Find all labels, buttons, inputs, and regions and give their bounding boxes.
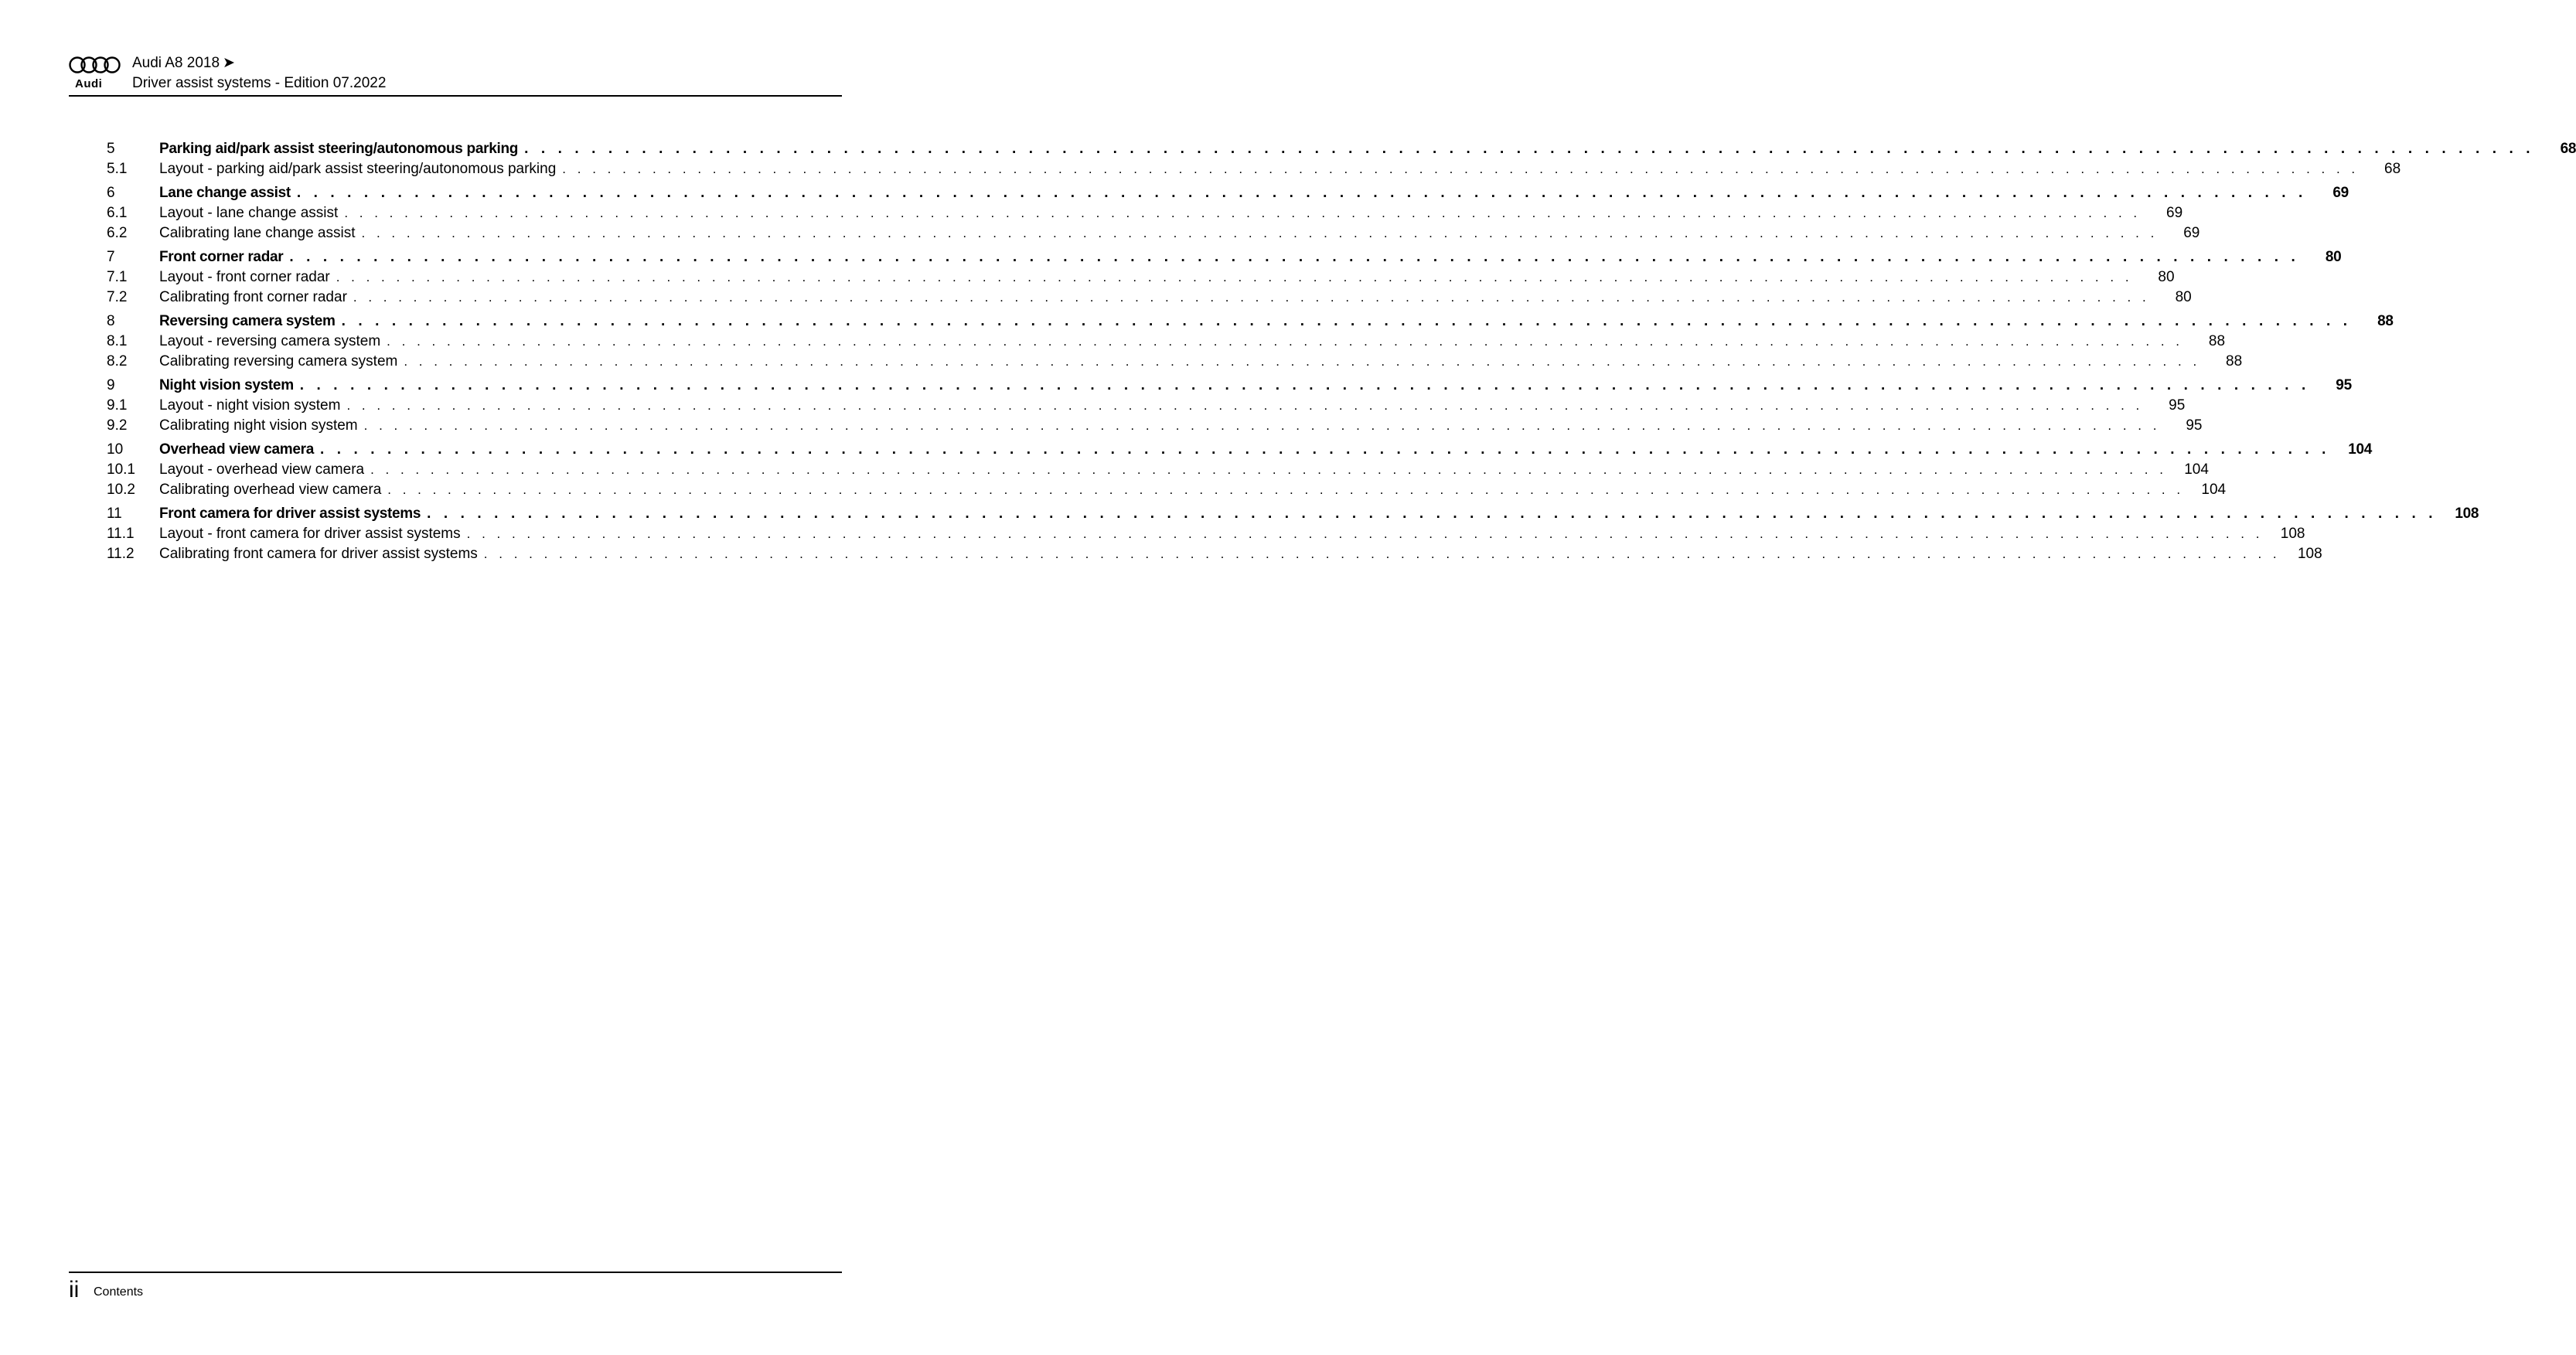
toc-entry-number: 10.1 [107, 461, 135, 478]
toc-entry-line [159, 376, 2352, 396]
toc-entry-title[interactable]: Reversing camera system [159, 313, 336, 329]
dot-leader: . . . . . . . . . . . . . . . . . . . . . . . . . . . . . . . . . . . . . . . . . . . . . . . . . . . . . . . . . . . . . . . . . . . . . . . . . . . . . . . . . . . . . . . . . . . . . . . . . . . . . . . . . . . . . . . . . . . . . . . . [296, 185, 2307, 201]
toc-entry-page[interactable]: 88 [2208, 333, 2226, 349]
toc-entry-title[interactable]: Calibrating night vision system [159, 417, 358, 434]
toc-entry-line [159, 332, 2226, 352]
toc-entry-title[interactable]: Lane change assist [159, 185, 291, 201]
toc-entry-line [159, 504, 2479, 524]
toc-entry-line [159, 183, 2349, 203]
toc-entry-line [159, 544, 2322, 564]
toc-entry-number: 11 [107, 506, 122, 522]
toc-section-entry[interactable] [107, 223, 2200, 243]
toc-chapter-group [107, 183, 2349, 243]
toc-section-entry[interactable] [107, 332, 2226, 352]
dot-leader: . . . . . . . . . . . . . . . . . . . . . . . . . . . . . . . . . . . . . . . . . . . . . . . . . . . . . . . . . . . . . . . . . . . . . . . . . . . . . . . . . . . . . . . . . . . . . . . . . . . . . . . . . . . . . . . . . . . . . . . . [336, 270, 2133, 284]
toc-entry-page[interactable]: 88 [2226, 353, 2243, 369]
toc-entry-number: 9 [107, 377, 115, 393]
toc-entry-line [159, 203, 2183, 223]
dot-leader: . . . . . . . . . . . . . . . . . . . . . . . . . . . . . . . . . . . . . . . . . . . . . . . . . . . . . . . . . . . . . . . . . . . . . . . . . . . . . . . . . . . . . . . . . . . . . . . . . . . . . . . . . . . . . . . . . . . . . . . . [483, 546, 2281, 561]
model-title [132, 56, 235, 70]
toc-chapter-entry[interactable] [107, 312, 2394, 332]
toc-entry-title[interactable]: Layout - reversing camera system [159, 333, 381, 349]
page-header [69, 54, 842, 96]
toc-chapter-group [107, 312, 2394, 372]
toc-entry-title[interactable]: Layout - parking aid/park assist steering/autonomous parking [159, 161, 557, 177]
dot-leader: . . . . . . . . . . . . . . . . . . . . . . . . . . . . . . . . . . . . . . . . . . . . . . . . . . . . . . . . . . . . . . . . . . . . . . . . . . . . . . . . . . . . . . . . . . . . . . . . . . . . . . . . . . . . . . . . . . . . . . . . [387, 334, 2184, 349]
toc-section-entry[interactable] [107, 352, 2243, 372]
toc-entry-page[interactable]: 108 [2455, 506, 2479, 522]
toc-entry-number: 8 [107, 313, 115, 329]
toc-entry-number: 8.1 [107, 333, 128, 349]
audi-rings-icon [69, 56, 123, 76]
toc-entry-page[interactable]: 108 [2280, 526, 2305, 542]
toc-entry-page[interactable]: 80 [2325, 249, 2342, 265]
toc-chapter-entry[interactable] [107, 183, 2349, 203]
toc-entry-page[interactable]: 68 [2560, 141, 2576, 157]
toc-entry-number: 6.1 [107, 205, 128, 221]
dot-leader: . . . . . . . . . . . . . . . . . . . . . . . . . . . . . . . . . . . . . . . . . . . . . . . . . . . . . . . . . . . . . . . . . . . . . . . . . . . . . . . . . . . . . . . . . . . . . . . . . . . . . . . . . . . . . . . . . . . . . . . . [344, 206, 2142, 220]
toc-entry-line [159, 288, 2192, 308]
toc-entry-page[interactable]: 68 [2384, 161, 2401, 177]
toc-entry-page[interactable]: 104 [2201, 482, 2227, 498]
footer-label: Contents [94, 1285, 144, 1299]
toc-entry-title[interactable]: Calibrating lane change assist [159, 225, 356, 241]
toc-section-entry[interactable] [107, 524, 2305, 544]
table-of-contents [107, 139, 2576, 568]
toc-section-entry[interactable] [107, 416, 2203, 436]
toc-entry-title[interactable]: Overhead view camera [159, 441, 314, 458]
toc-entry-number: 10 [107, 441, 124, 458]
dot-leader: . . . . . . . . . . . . . . . . . . . . . . . . . . . . . . . . . . . . . . . . . . . . . . . . . . . . . . . . . . . . . . . . . . . . . . . . . . . . . . . . . . . . . . . . . . . . . . . . . . . . . . . . . . . . . . . . . . . . . . . . [524, 141, 2535, 157]
toc-chapter-entry[interactable] [107, 376, 2352, 396]
toc-section-entry[interactable] [107, 159, 2401, 179]
toc-entry-page[interactable]: 80 [2158, 269, 2175, 285]
toc-entry-title[interactable]: Parking aid/park assist steering/autonomous parking [159, 141, 519, 157]
toc-chapter-group [107, 440, 2373, 500]
toc-entry-line [159, 440, 2373, 460]
toc-entry-title[interactable]: Layout - night vision system [159, 397, 341, 414]
toc-entry-title[interactable]: Layout - lane change assist [159, 205, 339, 221]
toc-entry-page[interactable]: 69 [2183, 225, 2200, 241]
toc-entry-page[interactable]: 69 [2332, 185, 2349, 201]
toc-section-entry[interactable] [107, 288, 2192, 308]
toc-entry-line [159, 480, 2227, 500]
header-divider [69, 95, 842, 97]
arrow-right-icon: ➤ [223, 55, 235, 71]
toc-entry-number: 6 [107, 185, 115, 201]
toc-section-entry[interactable] [107, 203, 2183, 223]
toc-entry-number: 11.1 [107, 526, 135, 542]
audi-logo [69, 56, 123, 90]
toc-entry-line [159, 460, 2209, 480]
dot-leader: . . . . . . . . . . . . . . . . . . . . . . . . . . . . . . . . . . . . . . . . . . . . . . . . . . . . . . . . . . . . . . . . . . . . . . . . . . . . . . . . . . . . . . . . . . . . . . . . . . . . . . . . . . . . . . . . . . . . . . . . [363, 418, 2161, 433]
dot-leader: . . . . . . . . . . . . . . . . . . . . . . . . . . . . . . . . . . . . . . . . . . . . . . . . . . . . . . . . . . . . . . . . . . . . . . . . . . . . . . . . . . . . . . . . . . . . . . . . . . . . . . . . . . . . . . . . . . . . . . . . [289, 249, 2300, 265]
toc-entry-title[interactable]: Calibrating front camera for driver assist systems [159, 546, 478, 562]
toc-entry-line [159, 352, 2243, 372]
toc-entry-line [159, 223, 2200, 243]
model-line: Audi A8 2018 [132, 55, 220, 71]
toc-section-entry[interactable] [107, 396, 2186, 416]
toc-entry-page[interactable]: 104 [2184, 461, 2209, 478]
toc-section-entry[interactable] [107, 480, 2227, 500]
dot-leader: . . . . . . . . . . . . . . . . . . . . . . . . . . . . . . . . . . . . . . . . . . . . . . . . . . . . . . . . . . . . . . . . . . . . . . . . . . . . . . . . . . . . . . . . . . . . . . . . . . . . . . . . . . . . . . . . . . . . . . . . [319, 441, 2331, 458]
toc-chapter-group [107, 376, 2352, 436]
toc-entry-number: 7 [107, 249, 115, 265]
toc-entry-number: 9.2 [107, 417, 128, 434]
toc-entry-page[interactable]: 88 [2377, 313, 2394, 329]
toc-entry-title[interactable]: Calibrating overhead view camera [159, 482, 382, 498]
footer-page-number: ii [69, 1277, 80, 1302]
dot-leader: . . . . . . . . . . . . . . . . . . . . . . . . . . . . . . . . . . . . . . . . . . . . . . . . . . . . . . . . . . . . . . . . . . . . . . . . . . . . . . . . . . . . . . . . . . . . . . . . . . . . . . . . . . . . . . . . . . . . . . . . [387, 482, 2185, 497]
dot-leader: . . . . . . . . . . . . . . . . . . . . . . . . . . . . . . . . . . . . . . . . . . . . . . . . . . . . . . . . . . . . . . . . . . . . . . . . . . . . . . . . . . . . . . . . . . . . . . . . . . . . . . . . . . . . . . . . . . . . . . . . [353, 290, 2150, 305]
toc-entry-line [159, 247, 2342, 267]
toc-entry-number: 10.2 [107, 482, 135, 498]
manual-subtitle: Driver assist systems - Edition 07.2022 [132, 75, 387, 91]
toc-entry-line [159, 416, 2203, 436]
toc-chapter-entry[interactable] [107, 247, 2342, 267]
dot-leader: . . . . . . . . . . . . . . . . . . . . . . . . . . . . . . . . . . . . . . . . . . . . . . . . . . . . . . . . . . . . . . . . . . . . . . . . . . . . . . . . . . . . . . . . . . . . . . . . . . . . . . . . . . . . . . . . . . . . . . . . [404, 354, 2201, 369]
toc-entry-page[interactable]: 80 [2175, 289, 2192, 305]
toc-entry-number: 11.2 [107, 546, 135, 562]
toc-entry-page[interactable]: 95 [2169, 397, 2186, 414]
toc-chapter-entry[interactable] [107, 440, 2373, 460]
dot-leader: . . . . . . . . . . . . . . . . . . . . . . . . . . . . . . . . . . . . . . . . . . . . . . . . . . . . . . . . . . . . . . . . . . . . . . . . . . . . . . . . . . . . . . . . . . . . . . . . . . . . . . . . . . . . . . . . . . . . . . . . [562, 162, 2360, 176]
dot-leader: . . . . . . . . . . . . . . . . . . . . . . . . . . . . . . . . . . . . . . . . . . . . . . . . . . . . . . . . . . . . . . . . . . . . . . . . . . . . . . . . . . . . . . . . . . . . . . . . . . . . . . . . . . . . . . . . . . . . . . . . [299, 377, 2310, 393]
toc-chapter-group [107, 139, 2576, 179]
dot-leader: . . . . . . . . . . . . . . . . . . . . . . . . . . . . . . . . . . . . . . . . . . . . . . . . . . . . . . . . . . . . . . . . . . . . . . . . . . . . . . . . . . . . . . . . . . . . . . . . . . . . . . . . . . . . . . . . . . . . . . . . [346, 398, 2144, 413]
toc-entry-line [159, 396, 2186, 416]
toc-entry-line [159, 139, 2576, 159]
toc-entry-line [159, 312, 2394, 332]
dot-leader: . . . . . . . . . . . . . . . . . . . . . . . . . . . . . . . . . . . . . . . . . . . . . . . . . . . . . . . . . . . . . . . . . . . . . . . . . . . . . . . . . . . . . . . . . . . . . . . . . . . . . . . . . . . . . . . . . . . . . . . . [427, 506, 2438, 522]
toc-entry-number: 5 [107, 141, 115, 157]
toc-entry-title[interactable]: Layout - front corner radar [159, 269, 330, 285]
toc-entry-number: 5.1 [107, 161, 128, 177]
toc-entry-number: 7.1 [107, 269, 128, 285]
toc-entry-number: 6.2 [107, 225, 128, 241]
toc-entry-title[interactable]: Front corner radar [159, 249, 284, 265]
dot-leader: . . . . . . . . . . . . . . . . . . . . . . . . . . . . . . . . . . . . . . . . . . . . . . . . . . . . . . . . . . . . . . . . . . . . . . . . . . . . . . . . . . . . . . . . . . . . . . . . . . . . . . . . . . . . . . . . . . . . . . . . [370, 462, 2167, 477]
toc-entry-title[interactable]: Layout - overhead view camera [159, 461, 365, 478]
toc-entry-title[interactable]: Calibrating front corner radar [159, 289, 347, 305]
toc-entry-number: 8.2 [107, 353, 128, 369]
toc-chapter-entry[interactable] [107, 139, 2576, 159]
toc-section-entry[interactable] [107, 460, 2209, 480]
toc-entry-title[interactable]: Layout - front camera for driver assist systems [159, 526, 461, 542]
toc-chapter-entry[interactable] [107, 504, 2479, 524]
toc-entry-title[interactable]: Front camera for driver assist systems [159, 506, 421, 522]
toc-chapter-group [107, 247, 2342, 308]
toc-entry-line [159, 159, 2401, 179]
toc-entry-page[interactable]: 69 [2166, 205, 2183, 221]
toc-entry-page[interactable]: 95 [2336, 377, 2352, 393]
footer-divider [69, 1272, 842, 1273]
toc-entry-line [159, 267, 2175, 288]
toc-entry-number: 7.2 [107, 289, 128, 305]
toc-entry-number: 9.1 [107, 397, 128, 414]
dot-leader: . . . . . . . . . . . . . . . . . . . . . . . . . . . . . . . . . . . . . . . . . . . . . . . . . . . . . . . . . . . . . . . . . . . . . . . . . . . . . . . . . . . . . . . . . . . . . . . . . . . . . . . . . . . . . . . . . . . . . . . . [341, 313, 2352, 329]
toc-entry-page[interactable]: 95 [2186, 417, 2203, 434]
dot-leader: . . . . . . . . . . . . . . . . . . . . . . . . . . . . . . . . . . . . . . . . . . . . . . . . . . . . . . . . . . . . . . . . . . . . . . . . . . . . . . . . . . . . . . . . . . . . . . . . . . . . . . . . . . . . . . . . . . . . . . . . [361, 226, 2159, 240]
toc-entry-title[interactable]: Calibrating reversing camera system [159, 353, 398, 369]
dot-leader: . . . . . . . . . . . . . . . . . . . . . . . . . . . . . . . . . . . . . . . . . . . . . . . . . . . . . . . . . . . . . . . . . . . . . . . . . . . . . . . . . . . . . . . . . . . . . . . . . . . . . . . . . . . . . . . . . . . . . . . . [466, 526, 2264, 541]
toc-section-entry[interactable] [107, 267, 2175, 288]
audi-logo-text: Audi [75, 77, 103, 90]
toc-entry-title[interactable]: Night vision system [159, 377, 294, 393]
toc-entry-line [159, 524, 2305, 544]
toc-entry-page[interactable]: 108 [2297, 546, 2322, 562]
toc-chapter-group [107, 504, 2479, 564]
toc-entry-page[interactable]: 104 [2348, 441, 2373, 458]
toc-section-entry[interactable] [107, 544, 2322, 564]
